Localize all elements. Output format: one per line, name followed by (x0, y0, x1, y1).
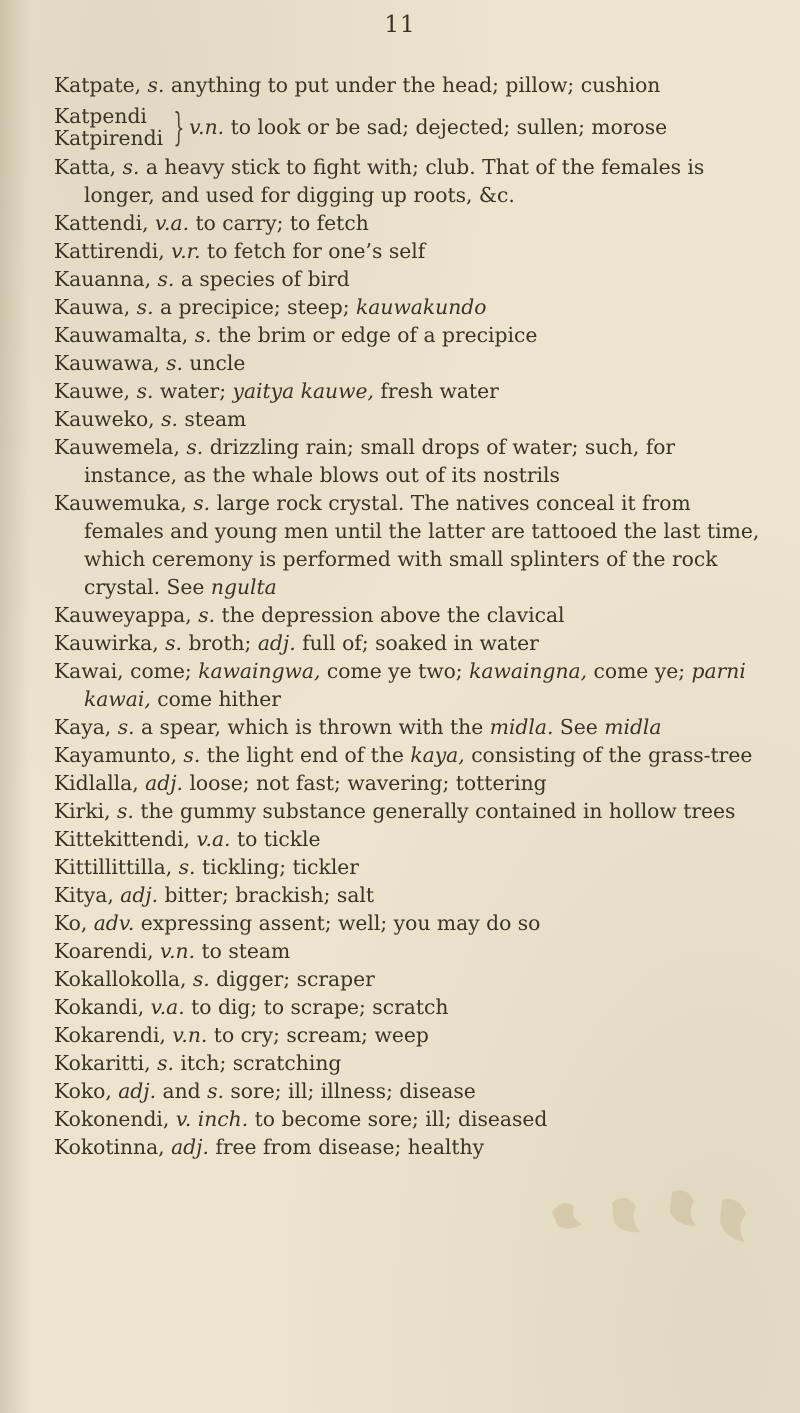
part-of-speech: s. (193, 491, 211, 515)
entry-kauwa (54, 293, 774, 321)
entry-kokotinna (54, 1133, 774, 1161)
definition-text: drizzling rain; small drops of water; such, for instance, as the whale blows out of its nostrils (84, 435, 676, 487)
entry-kayamunto (54, 741, 774, 769)
entry-ko (54, 909, 774, 937)
part-of-speech: s. (198, 603, 216, 627)
dictionary-entries (54, 71, 774, 1161)
part-of-speech: v.a. (196, 827, 231, 851)
entry-kitya (54, 881, 774, 909)
definition-text: to fetch for one’s self (207, 239, 426, 263)
headword: Kauwamalta, (54, 323, 189, 347)
definition-text: to look or be sad; dejected; sullen; morose (230, 115, 668, 139)
entry-kidlalla (54, 769, 774, 797)
definition-text: full of; soaked in water (302, 631, 539, 655)
definition-text: uncle (189, 351, 246, 375)
headword: Kidlalla, (54, 771, 139, 795)
part-of-speech: adj. (257, 631, 296, 655)
page-number: 11 (384, 12, 416, 38)
headword: Kauanna, (54, 267, 152, 291)
part-of-speech: s. (165, 631, 182, 655)
native-term: kawaingwa, (198, 659, 321, 683)
entry-koko (54, 1077, 774, 1105)
entry-kawai (54, 657, 774, 713)
definition-text: the light end of the (206, 743, 404, 767)
definition-text: a heavy stick to fight with; club. That of the females is longer, and used for digging up roots, &c. (84, 155, 705, 207)
native-term: midla (604, 715, 662, 739)
definition-text: loose; not fast; wavering; tottering (189, 771, 547, 795)
part-of-speech: s. (157, 1051, 174, 1075)
part-of-speech: s. (207, 1079, 224, 1103)
part-of-speech: adj. (145, 771, 183, 795)
headword: Kittekittendi, (54, 827, 190, 851)
part-of-speech: adj. (118, 1079, 157, 1103)
entry-kokarendi (54, 1021, 774, 1049)
headword: Kokonendi, (54, 1107, 170, 1131)
entry-kokaritti (54, 1049, 774, 1077)
definition-text: come ye two; (326, 659, 463, 683)
headword: Kattirendi, (54, 239, 165, 263)
headword-katpendi: Katpendi (54, 104, 147, 128)
definition-text: come hither (157, 687, 281, 711)
headword: Kauwemela, (54, 435, 180, 459)
ink-blot-stain (532, 1172, 772, 1262)
definition-text: the depression above the clavical (221, 603, 565, 627)
definition-text: come; (130, 659, 192, 683)
entry-koarendi (54, 937, 774, 965)
part-of-speech: v.n. (160, 939, 196, 963)
headword: Kauwa, (54, 295, 131, 319)
part-of-speech: v.r. (171, 239, 201, 263)
definition-text: itch; scratching (180, 1051, 342, 1075)
part-of-speech: adj. (171, 1135, 209, 1159)
definition-text: expressing assent; well; you may do so (140, 911, 541, 935)
headword: Kayamunto, (54, 743, 177, 767)
part-of-speech: v.n. (172, 1023, 208, 1047)
native-term: parni kawai, (84, 659, 746, 711)
entry-kokandi (54, 993, 774, 1021)
headword: Kaya, (54, 715, 112, 739)
native-term: kaya, (410, 743, 465, 767)
definition-text: anything to put under the head; pillow; cushion (170, 73, 661, 97)
brace-icon: } (173, 105, 185, 149)
entry-kauanna (54, 265, 774, 293)
headword: Kauwawa, (54, 351, 160, 375)
entry-kauweyappa (54, 601, 774, 629)
pair-headwords (54, 105, 169, 149)
part-of-speech: adv. (93, 911, 135, 935)
headword: Kirki, (54, 799, 111, 823)
headword: Kauwirka, (54, 631, 159, 655)
entry-katta (54, 153, 774, 209)
definition-text: bitter; brackish; salt (164, 883, 375, 907)
definition-text: come ye; (593, 659, 686, 683)
headword: Katta, (54, 155, 117, 179)
headword: Kawai, (54, 659, 124, 683)
entry-katpate (54, 71, 774, 99)
native-term: kawaingna, (469, 659, 588, 683)
entry-kittekittendi (54, 825, 774, 853)
part-of-speech: v.n. (189, 115, 225, 139)
part-of-speech: s. (192, 967, 210, 991)
definition-text: water; (159, 379, 227, 403)
part-of-speech: s. (186, 435, 204, 459)
definition-text: to cry; scream; weep (213, 1023, 429, 1047)
definition-text: the gummy substance generally contained in hollow trees (140, 799, 736, 823)
definition-text: to dig; to scrape; scratch (191, 995, 449, 1019)
definition-text: to carry; to fetch (195, 211, 369, 235)
part-of-speech: adj. (120, 883, 159, 907)
headword: Kauwe, (54, 379, 131, 403)
entry-kaya (54, 713, 774, 741)
native-term: kauwakundo (356, 295, 487, 319)
entry-kauwawa (54, 349, 774, 377)
part-of-speech: s. (157, 267, 175, 291)
part-of-speech: s. (147, 73, 165, 97)
definition-text: See (559, 715, 598, 739)
part-of-speech: v. inch. (175, 1107, 249, 1131)
definition-text: to tickle (236, 827, 321, 851)
definition-text: free from disease; healthy (215, 1135, 485, 1159)
definition-text: a precipice; steep; (159, 295, 350, 319)
definition-text: consisting of the grass-tree (471, 743, 753, 767)
entry-kauwamalta (54, 321, 774, 349)
entry-kauweko (54, 405, 774, 433)
headword: Katpate, (54, 73, 142, 97)
part-of-speech: v.a. (154, 211, 190, 235)
headword: Kokotinna, (54, 1135, 165, 1159)
definition-text: tickling; tickler (201, 855, 360, 879)
definition-text: sore; ill; illness; disease (230, 1079, 476, 1103)
native-term: yaitya kauwe, (232, 379, 374, 403)
part-of-speech: s. (183, 743, 201, 767)
entry-katpendi-katpirendi (54, 101, 774, 153)
definition-text: to steam (201, 939, 291, 963)
definition-text: and (162, 1079, 201, 1103)
native-term: ngulta (210, 575, 277, 599)
part-of-speech: s. (117, 715, 135, 739)
headword: Kauweko, (54, 407, 155, 431)
entry-kittillittilla (54, 853, 774, 881)
part-of-speech: s. (161, 407, 178, 431)
headword: Kokarendi, (54, 1023, 166, 1047)
part-of-speech: s. (194, 323, 212, 347)
headword: Kittillittilla, (54, 855, 173, 879)
part-of-speech: s. (122, 155, 140, 179)
definition-text: broth; (188, 631, 252, 655)
headword: Kauwemuka, (54, 491, 187, 515)
part-of-speech: s. (136, 295, 154, 319)
definition-text: digger; scraper (216, 967, 375, 991)
entry-kauwe (54, 377, 774, 405)
entry-kauwirka (54, 629, 774, 657)
headword: Koarendi, (54, 939, 154, 963)
definition-text: fresh water (380, 379, 499, 403)
headword: Kokallokolla, (54, 967, 187, 991)
entry-kattirendi (54, 237, 774, 265)
page-spine-shadow (0, 0, 30, 1413)
definition-text: a species of bird (180, 267, 350, 291)
entry-kattendi (54, 209, 774, 237)
definition-text: large rock crystal. The natives conceal it from females and young men until the latter are tattooed the last time, which ceremony is performed with small splinters of the rock crystal. See (84, 491, 760, 599)
definition-text: steam (184, 407, 247, 431)
headword: Kauweyappa, (54, 603, 192, 627)
entry-kauwemela (54, 433, 774, 489)
entry-kokonendi (54, 1105, 774, 1133)
headword: Kokandi, (54, 995, 145, 1019)
definition-text: a spear, which is thrown with the (141, 715, 484, 739)
entry-kauwemuka (54, 489, 774, 601)
definition-text: to become sore; ill; diseased (254, 1107, 548, 1131)
pair-definition (185, 113, 667, 141)
part-of-speech: s. (178, 855, 196, 879)
part-of-speech: s. (166, 351, 183, 375)
headword: Kattendi, (54, 211, 149, 235)
headword: Ko, (54, 911, 88, 935)
headword: Koko, (54, 1079, 112, 1103)
headword: Kokaritti, (54, 1051, 151, 1075)
part-of-speech: s. (117, 799, 134, 823)
headword-katpirendi: Katpirendi (54, 126, 164, 150)
definition-text: the brim or edge of a precipice (218, 323, 538, 347)
headword: Kitya, (54, 883, 114, 907)
entry-kirki (54, 797, 774, 825)
part-of-speech: v.a. (150, 995, 185, 1019)
native-term: midla. (489, 715, 554, 739)
entry-kokallokolla (54, 965, 774, 993)
part-of-speech: s. (136, 379, 154, 403)
